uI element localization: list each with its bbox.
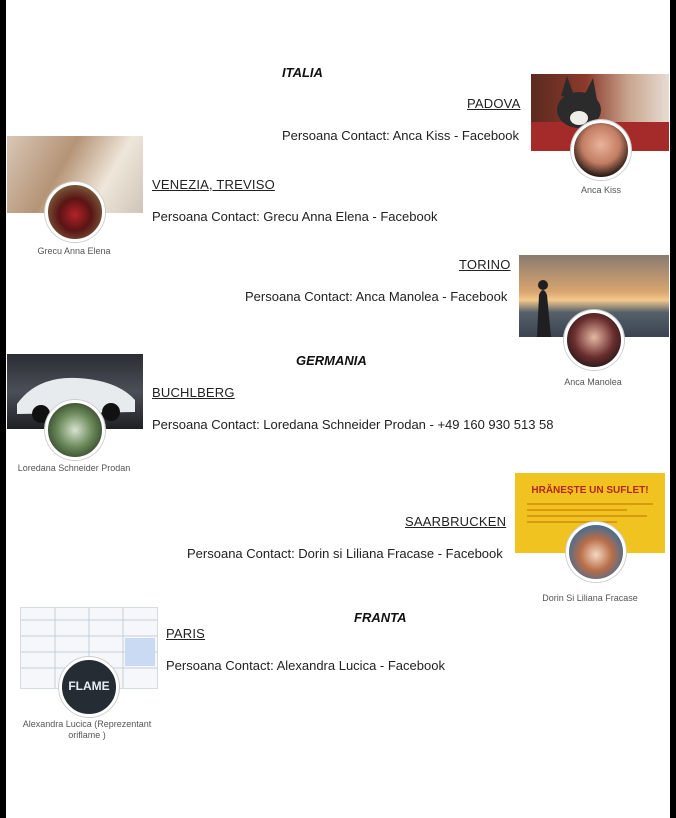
city-padova[interactable]: PADOVA: [467, 96, 521, 111]
oriflame-logo-text: FLAME: [68, 679, 110, 693]
caption-grecu-anna-elena: Grecu Anna Elena: [37, 246, 111, 256]
contact-saarbrucken: Persoana Contact: Dorin si Liliana Fracase - Facebook: [187, 546, 503, 561]
avatar-grecu-anna-elena[interactable]: [45, 182, 105, 242]
contact-venezia-treviso: Persoana Contact: Grecu Anna Elena - Facebook: [152, 209, 438, 224]
city-torino[interactable]: TORINO: [459, 257, 511, 272]
city-venezia-treviso[interactable]: VENEZIA, TREVISO: [152, 177, 275, 192]
avatar-alexandra-lucica[interactable]: [59, 657, 119, 717]
avatar-anca-kiss[interactable]: [571, 120, 631, 180]
caption-anca-kiss: Anca Kiss: [580, 185, 622, 195]
avatar-anca-manolea[interactable]: [564, 310, 624, 370]
contact-buchlberg: Persoana Contact: Loredana Schneider Prodan - +49 160 930 513 58: [152, 417, 554, 432]
city-buchlberg[interactable]: BUCHLBERG: [152, 385, 235, 400]
contact-padova: Persoana Contact: Anca Kiss - Facebook: [282, 128, 520, 143]
banner-title: HRĂNEȘTE UN SUFLET!: [531, 485, 649, 496]
document-page: [6, 0, 670, 818]
caption-anca-manolea: Anca Manolea: [564, 377, 622, 387]
contact-paris: Persoana Contact: Alexandra Lucica - Facebook: [166, 658, 445, 673]
country-heading-germania: GERMANIA: [296, 353, 367, 368]
city-saarbrucken[interactable]: SAARBRUCKEN: [405, 514, 507, 529]
city-paris[interactable]: PARIS: [166, 626, 206, 641]
avatar-dorin-liliana-fracase[interactable]: [566, 522, 626, 582]
avatar-loredana-schneider-prodan[interactable]: [45, 400, 105, 460]
country-heading-franta: FRANTA: [354, 610, 407, 625]
country-heading-italia: ITALIA: [282, 65, 323, 80]
caption-loredana-schneider-prodan: Loredana Schneider Prodan: [17, 463, 131, 473]
caption-alexandra-lucica: Alexandra Lucica (Reprezentant oriflame ): [22, 719, 152, 740]
contact-torino: Persoana Contact: Anca Manolea - Facebook: [245, 289, 508, 304]
caption-dorin-liliana-fracase: Dorin Si Liliana Fracase: [542, 593, 638, 603]
